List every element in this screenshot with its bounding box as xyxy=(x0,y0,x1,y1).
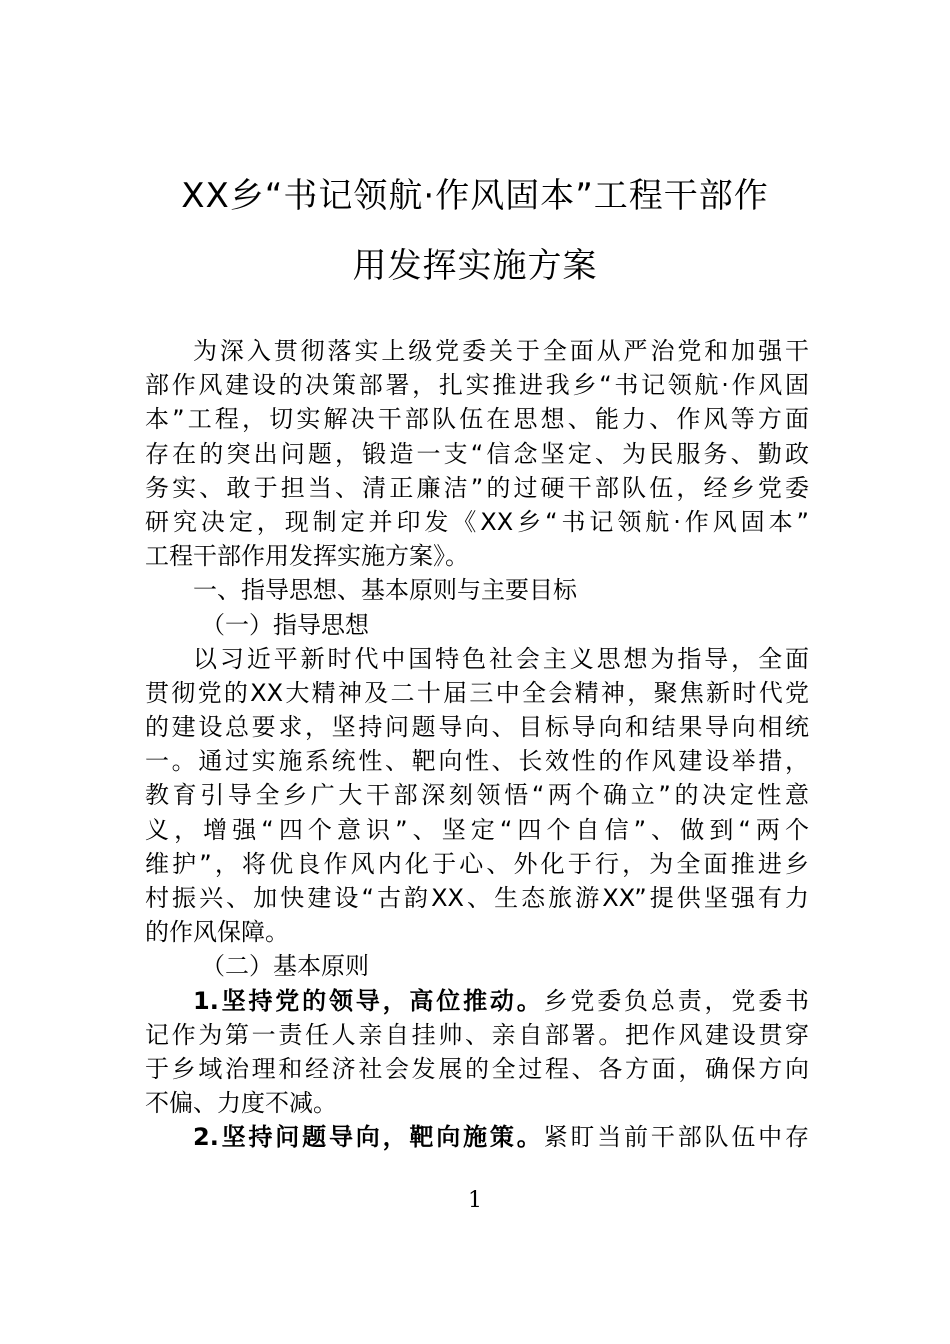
principle-1-line-1 xyxy=(145,984,809,1018)
principle-2-lead: 2.坚持问题导向，靶向施策。 xyxy=(193,1123,544,1152)
principle-2-line-1 xyxy=(145,1120,809,1154)
paragraph-2-line-8: 村振兴、加快建设“古韵XX、生态旅游XX”提供坚强有力 xyxy=(145,884,809,912)
paragraph-1-line-7: 工程干部作用发挥实施方案》。 xyxy=(145,542,469,571)
paragraph-2-line-2: 贯彻党的XX大精神及二十届三中全会精神，聚焦新时代党 xyxy=(145,678,809,707)
principle-1-line-2: 记作为第一责任人亲自挂帅、亲自部署。把作风建设贯穿 xyxy=(145,1020,809,1049)
principle-1-line-3: 于乡域治理和经济社会发展的全过程、各方面，确保方向 xyxy=(145,1054,809,1083)
subsection-heading-guiding-ideology: （一）指导思想 xyxy=(201,610,369,639)
paragraph-2-line-7: 维护”，将优良作风内化于心、外化于行，为全面推进乡 xyxy=(145,849,809,878)
paragraph-1-line-5: 务实、敢于担当、清正廉洁”的过硬干部队伍，经乡党委 xyxy=(145,473,809,502)
paragraph-2-line-4: 一。通过实施系统性、靶向性、长效性的作风建设举措， xyxy=(145,747,809,776)
document-body xyxy=(145,334,809,1155)
section-heading-1: 一、指导思想、基本原则与主要目标 xyxy=(193,576,577,605)
principle-2-text: 紧盯当前干部队伍中存 xyxy=(543,1123,809,1152)
subsection-heading-basic-principles: （二）基本原则 xyxy=(201,952,369,981)
paragraph-2-line-5: 教育引导全乡广大干部深刻领悟“两个确立”的决定性意 xyxy=(145,781,809,810)
principle-1-text: 乡党委负总责，党委书 xyxy=(543,986,809,1015)
paragraph-2-line-9: 的作风保障。 xyxy=(145,918,289,947)
document-title-line-2: 用发挥实施方案 xyxy=(352,246,598,286)
document-title-line-1: XX乡“书记领航·作风固本”工程干部作 xyxy=(181,176,769,216)
principle-1-lead: 1.坚持党的领导，高位推动。 xyxy=(193,986,544,1015)
paragraph-2-line-6: 义，增强“四个意识”、坚定“四个自信”、做到“两个 xyxy=(145,815,809,844)
paragraph-1-line-4: 存在的突出问题，锻造一支“信念坚定、为民服务、勤政 xyxy=(145,439,809,468)
paragraph-1-line-3: 本”工程，切实解决干部队伍在思想、能力、作风等方面 xyxy=(145,405,809,434)
paragraph-2-line-3: 的建设总要求，坚持问题导向、目标导向和结果导向相统 xyxy=(145,713,809,742)
paragraph-1-line-1: 为深入贯彻落实上级党委关于全面从严治党和加强干 xyxy=(193,337,809,365)
page-number: 1 xyxy=(468,1188,482,1213)
paragraph-2-line-1: 以习近平新时代中国特色社会主义思想为指导，全面 xyxy=(193,644,809,673)
paragraph-1-line-6: 研究决定，现制定并印发《XX乡“书记领航·作风固本” xyxy=(145,507,809,536)
paragraph-1-line-2: 部作风建设的决策部署，扎实推进我乡“书记领航·作风固 xyxy=(145,371,809,400)
principle-1-line-4: 不偏、力度不减。 xyxy=(145,1089,337,1118)
